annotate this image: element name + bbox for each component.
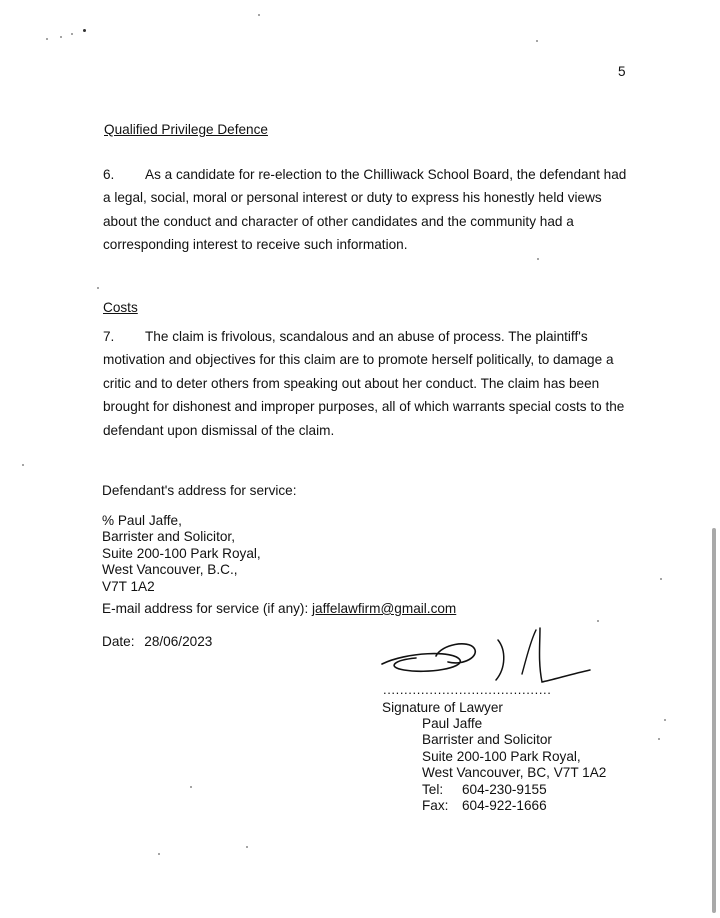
fax-label: Fax: <box>422 798 449 814</box>
paragraph-7-line-4: brought for dishonest and improper purposes, all of which warrants special costs to the <box>103 399 625 415</box>
fax-value: 604-922-1666 <box>462 798 547 814</box>
paragraph-6 <box>103 163 633 257</box>
paragraph-7-line-3: critic and to deter others from speaking out about her conduct. The claim has been <box>103 375 600 391</box>
date-value: 28/06/2023 <box>144 634 213 649</box>
lawyer-tel <box>422 782 606 798</box>
paragraph-7-line-1: 7. The claim is frivolous, scandalous and an abuse of process. The plaintiff's <box>103 325 633 348</box>
paragraph-number: 7. <box>103 329 115 344</box>
address-line: % Paul Jaffe, <box>102 513 182 528</box>
paragraph-6-line-4: corresponding interest to receive such information. <box>103 237 408 253</box>
page-number: 5 <box>618 64 626 79</box>
date-label: Date: <box>102 634 135 649</box>
lawyer-title: Barrister and Solicitor <box>422 732 552 748</box>
tel-value: 604-230-9155 <box>462 781 547 797</box>
paragraph-7-line-2: motivation and objectives for this claim are to promote herself politically, to damage a <box>103 352 614 368</box>
date-row <box>102 630 212 653</box>
address-line: West Vancouver, B.C., <box>102 562 238 578</box>
paragraph-7 <box>103 325 633 442</box>
section-heading-qualified-privilege: Qualified Privilege Defence <box>104 122 268 137</box>
address-line: Suite 200-100 Park Royal, <box>102 545 261 561</box>
service-heading: Defendant's address for service: <box>102 483 297 498</box>
address-line: Barrister and Solicitor, <box>102 529 235 545</box>
address-line: V7T 1A2 <box>102 578 155 594</box>
email-link[interactable]: jaffelawfirm@gmail.com <box>312 601 457 616</box>
signature-dotted-line: ........................................ <box>383 682 552 697</box>
scrollbar-thumb[interactable] <box>712 528 716 913</box>
signature-label: Signature of Lawyer <box>382 700 503 715</box>
paragraph-6-line-2: a legal, social, moral or personal interest or duty to express his honestly held views <box>103 190 602 206</box>
lawyer-fax <box>422 798 606 814</box>
lawyer-address-line-2: West Vancouver, BC, V7T 1A2 <box>422 765 607 781</box>
section-heading-costs: Costs <box>103 300 138 315</box>
paragraph-6-line-3: about the conduct and character of other candidates and the community had a <box>103 213 574 229</box>
tel-label: Tel: <box>422 781 444 797</box>
lawyer-details <box>422 716 606 814</box>
email-row <box>102 597 456 620</box>
lawyer-name: Paul Jaffe <box>422 716 483 731</box>
lawyer-address-line-1: Suite 200-100 Park Royal, <box>422 748 581 764</box>
paragraph-number: 6. <box>103 167 115 182</box>
paragraph-7-line-5: defendant upon dismissal of the claim. <box>103 422 335 438</box>
email-label: E-mail address for service (if any): <box>102 601 309 616</box>
service-address <box>102 513 261 595</box>
paragraph-6-line-1: 6. As a candidate for re-election to the Chilliwack School Board, the defendant had <box>103 163 633 186</box>
